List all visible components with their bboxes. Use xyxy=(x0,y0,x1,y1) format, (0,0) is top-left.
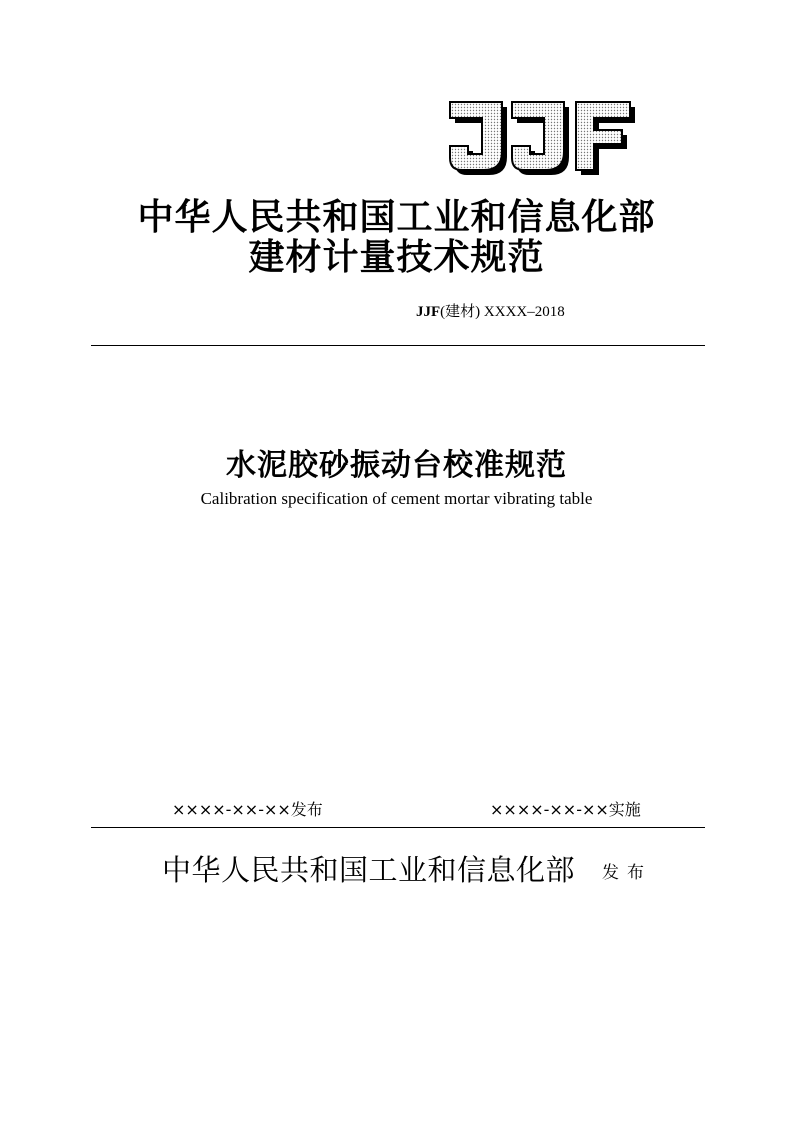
publisher-line xyxy=(162,848,652,889)
issuer-title-line1: 中华人民共和国工业和信息化部 xyxy=(137,197,656,238)
document-number-code: JJF xyxy=(416,304,441,320)
bottom-divider xyxy=(91,827,705,828)
document-title-en: Calibration specification of cement mortar vibrating table xyxy=(200,489,593,508)
document-number-rest: (建材) XXXX–2018 xyxy=(440,304,565,320)
document-title-cn: 水泥胶砂振动台校准规范 xyxy=(226,448,567,483)
publisher-name: 中华人民共和国工业和信息化部 xyxy=(162,853,576,887)
publish-action: 发布 xyxy=(602,863,652,883)
document-number xyxy=(416,300,565,321)
jjf-logo xyxy=(448,100,638,178)
implementation-date: ××××-××-××实施 xyxy=(490,800,641,819)
issue-date: ××××-××-××发布 xyxy=(172,800,323,819)
issuer-title-line2: 建材计量技术规范 xyxy=(248,237,545,278)
top-divider xyxy=(91,345,705,346)
